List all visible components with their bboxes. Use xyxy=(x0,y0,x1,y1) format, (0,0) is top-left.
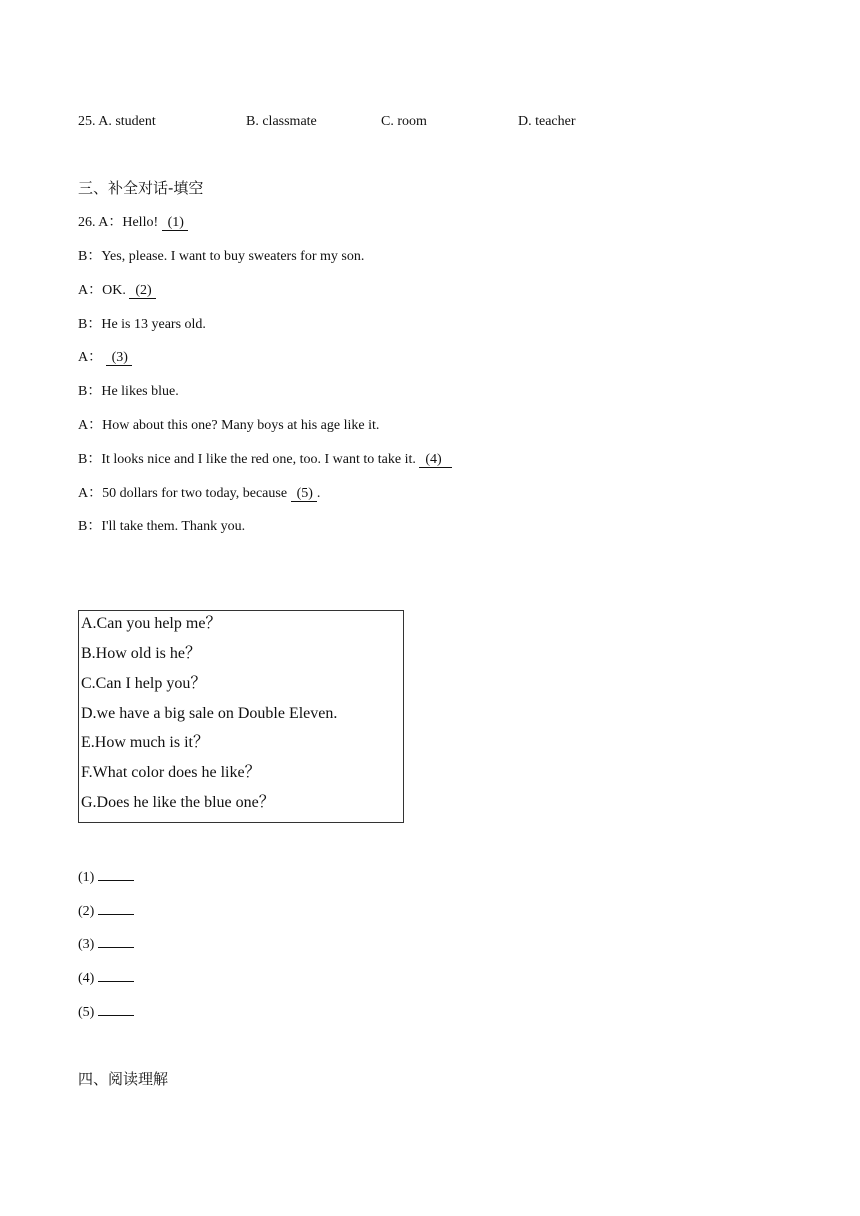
q25-number: 25. xyxy=(78,114,96,129)
speaker: A： xyxy=(78,418,103,433)
dialogue-line-1 xyxy=(78,214,188,232)
speaker: B： xyxy=(78,249,102,264)
box-option-a: A.Can you help me？ xyxy=(81,615,222,632)
answer-label: (3) xyxy=(78,937,95,952)
dialogue-line-4 xyxy=(78,316,206,334)
speaker: B： xyxy=(78,384,102,399)
dialogue-text: It looks nice and I like the red one, too. I want to take it. xyxy=(101,452,420,467)
dialogue-line-6 xyxy=(78,383,179,401)
answer-label: (4) xyxy=(78,971,95,986)
answer-underline[interactable] xyxy=(98,1003,134,1016)
speaker: A： xyxy=(78,283,103,298)
answer-blank-2[interactable] xyxy=(78,902,134,921)
dialogue-line-2 xyxy=(78,248,364,266)
dialogue-text: Hello! xyxy=(122,215,162,230)
speaker: B： xyxy=(78,519,102,534)
dialogue-text-after: . xyxy=(316,486,321,501)
dialogue-line-7 xyxy=(78,417,379,435)
answer-label: (1) xyxy=(78,870,95,885)
dialogue-blank-2: (2) xyxy=(129,283,155,299)
dialogue-line-3 xyxy=(78,282,156,300)
q25-option-b: B. classmate xyxy=(246,114,317,129)
dialogue-line-10 xyxy=(78,518,245,536)
q25-option-d: D. teacher xyxy=(518,114,576,129)
q26-number: 26. xyxy=(78,215,96,230)
section4-heading: 四、阅读理解 xyxy=(78,1070,169,1088)
answer-blank-1[interactable] xyxy=(78,868,134,887)
dialogue-text: He likes blue. xyxy=(101,384,179,399)
dialogue-text: Yes, please. I want to buy sweaters for my son. xyxy=(101,249,365,264)
answer-underline[interactable] xyxy=(98,969,134,982)
dialogue-blank-4: (4) xyxy=(419,452,451,468)
answer-label: (2) xyxy=(78,904,95,919)
dialogue-text: I'll take them. Thank you. xyxy=(101,519,246,534)
answer-underline[interactable] xyxy=(98,935,134,948)
dialogue-text: He is 13 years old. xyxy=(101,317,206,332)
answer-blank-4[interactable] xyxy=(78,969,134,988)
speaker: A： xyxy=(78,350,103,365)
dialogue-line-8 xyxy=(78,451,452,469)
box-option-b: B.How old is he？ xyxy=(81,645,202,662)
answer-underline[interactable] xyxy=(98,902,134,915)
box-option-c: C.Can I help you？ xyxy=(81,675,207,692)
dialogue-blank-3: (3) xyxy=(106,350,132,366)
dialogue-text: OK. xyxy=(102,283,130,298)
box-option-e: E.How much is it？ xyxy=(81,734,209,751)
dialogue-blank-1: (1) xyxy=(162,215,188,231)
box-option-d: D.we have a big sale on Double Eleven. xyxy=(81,705,338,722)
q25-option-a xyxy=(78,113,156,131)
dialogue-blank-5: (5) xyxy=(291,486,317,502)
answer-underline[interactable] xyxy=(98,868,134,881)
speaker: A： xyxy=(98,215,123,230)
q25-option-c: C. room xyxy=(381,114,427,129)
answer-blank-3[interactable] xyxy=(78,935,134,954)
dialogue-text: 50 dollars for two today, because xyxy=(102,486,291,501)
answer-label: (5) xyxy=(78,1005,95,1020)
dialogue-line-5 xyxy=(78,349,132,367)
box-option-f: F.What color does he like？ xyxy=(81,764,261,781)
speaker: B： xyxy=(78,452,102,467)
section3-heading: 三、补全对话-填空 xyxy=(78,179,204,197)
speaker: A： xyxy=(78,486,103,501)
dialogue-line-9 xyxy=(78,485,320,503)
q25-option-a-text: A. student xyxy=(98,114,156,129)
speaker: B： xyxy=(78,317,102,332)
answer-blank-5[interactable] xyxy=(78,1003,134,1022)
box-option-g: G.Does he like the blue one？ xyxy=(81,794,275,811)
dialogue-text: How about this one? Many boys at his age like it. xyxy=(102,418,380,433)
option-box xyxy=(78,610,404,823)
